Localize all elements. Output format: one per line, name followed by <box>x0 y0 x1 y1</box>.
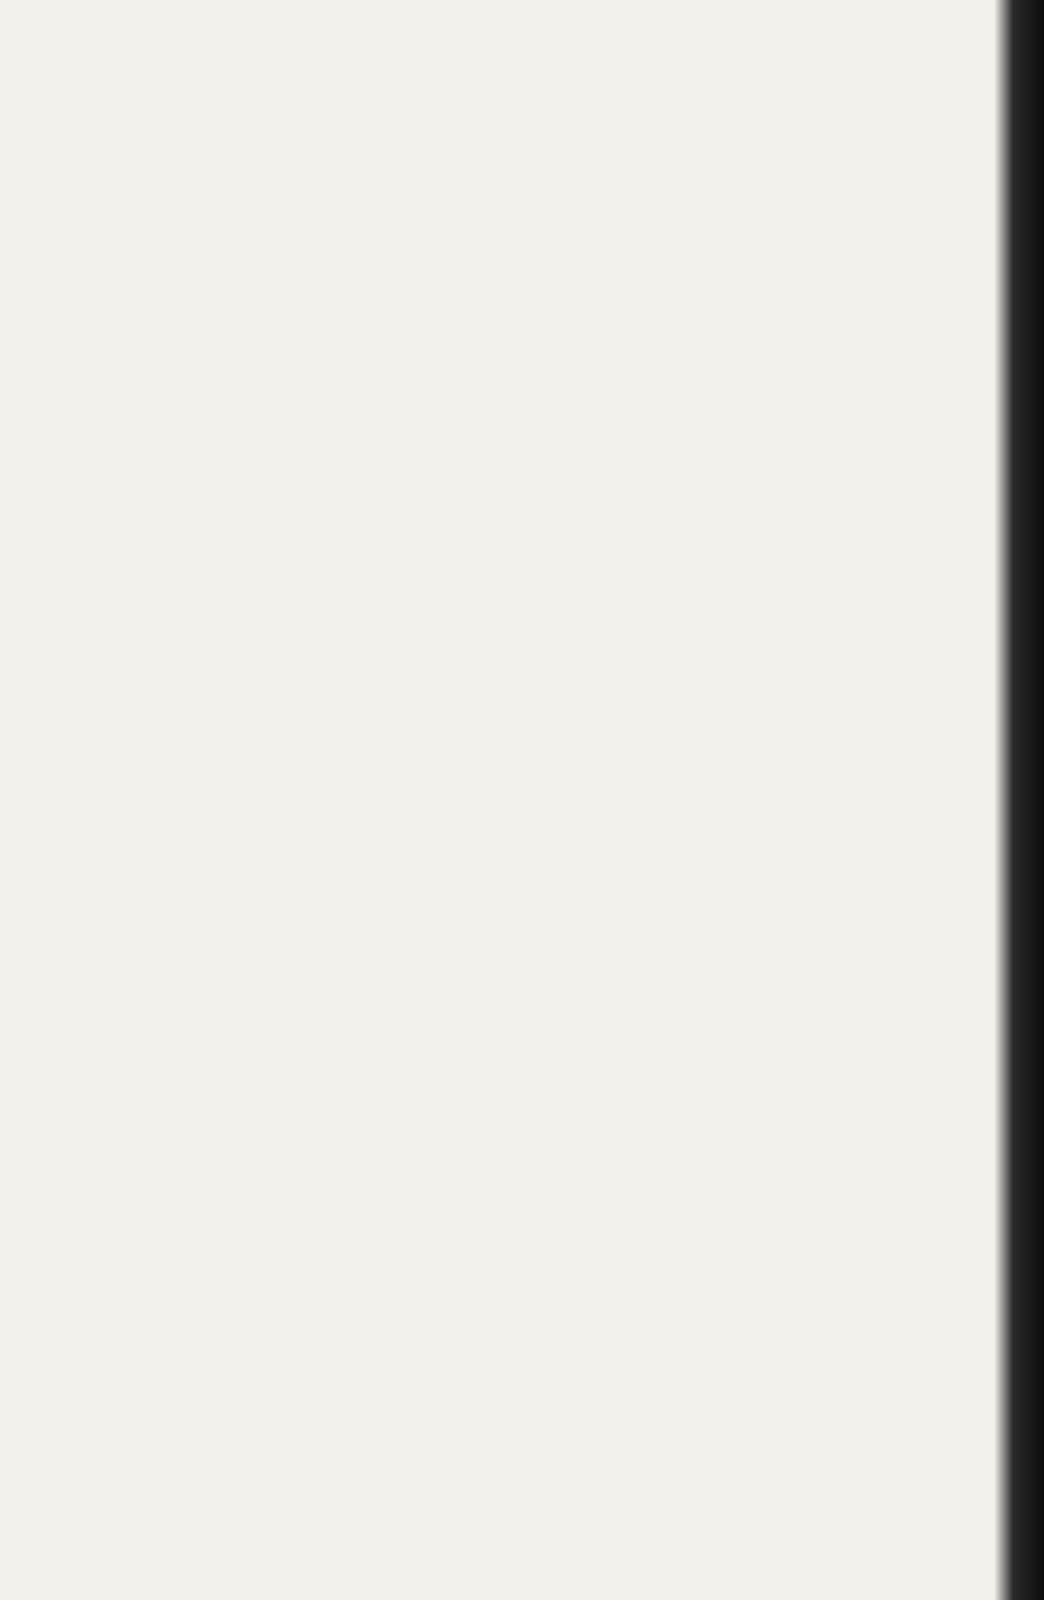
scan-dark-edge <box>994 0 1044 1600</box>
figure-27-1 <box>60 40 620 620</box>
